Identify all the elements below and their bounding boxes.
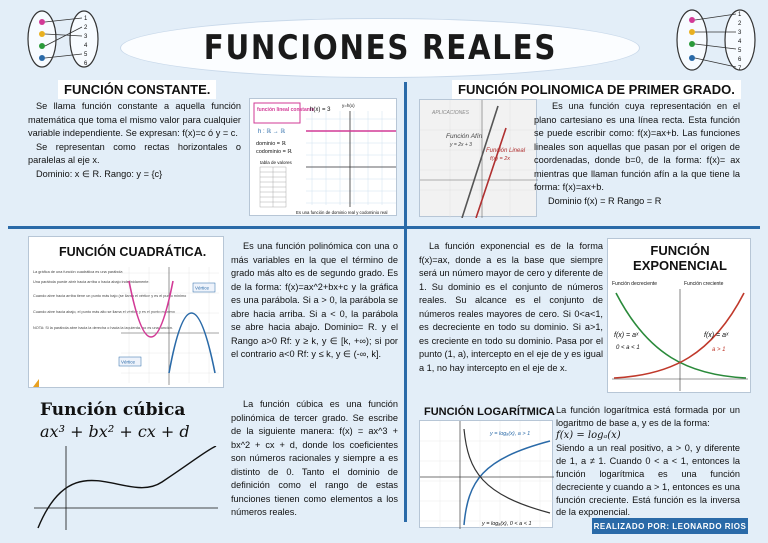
exponencial-eq-left: f(x) = aˣ [614, 332, 639, 339]
exponencial-text-1: La función exponencial es de la forma f(x)=ax, donde a es la base que siempre será un número mayor de cero y diferente de 1. Su dominio es el conjunto de números reales. Su alcance es el conjunto de números reales mayores de cero. Si 0<a<1, es decreciente en todo su dominio. Si a>1, es creciente en todo su dominio. Pasa por el punto (1, a), intercepto en el eje de y es igual a 1, no hay intercepto en el eje de x. [419, 241, 603, 373]
constante-text-3: Dominio: x ∈ R. Rango: y = {c} [36, 168, 163, 179]
logaritmica-heading: FUNCIÓN LOGARÍTMICA [424, 406, 555, 418]
exponencial-heading-line2: EXPONENCIAL [633, 258, 727, 273]
exponencial-cond-left: 0 < a < 1 [616, 345, 640, 351]
cubica-heading: Función cúbica [40, 400, 186, 420]
constante-fig-table-title: tabla de valores [260, 160, 292, 165]
logaritmica-fig-eq-top: y = logₐ(x), a > 1 [490, 431, 531, 437]
constante-fig-cod: codominio = ℝ [256, 149, 292, 155]
sets-diagram-right-icon [672, 4, 762, 76]
primer-grado-text-2: Dominio f(x) = R Rango = R [548, 195, 662, 206]
logaritmica-text [556, 404, 740, 519]
cubica-text [231, 398, 398, 520]
exponencial-cond-right: a > 1 [712, 347, 726, 353]
constante-fig-map: h : ℝ → ℝ [258, 129, 286, 135]
exponencial-figure [607, 238, 751, 393]
cubica-graph [34, 446, 218, 530]
cuadratica-fig-text-5: NOTA: Si la parábola abre hacia la derecha o hacia la izquierda, no es una función. [33, 326, 174, 330]
exponencial-heading-line1: FUNCIÓN [650, 243, 710, 258]
primer-grado-figure [419, 99, 537, 217]
logaritmica-text-body: Siendo a un real positivo, a > 0, y diferente de 1, a ≠ 1. Cuando 0 < a < 1, entonces la función logarítmica es una función decreciente y cuando a > 1, entonces es una función creciente. Está función es la inversa de la exponencial. [556, 443, 740, 518]
constante-fig-axis-y: y=h(x) [342, 103, 355, 108]
constante-fig-box-title: función lineal constante [257, 107, 315, 113]
primer-grado-fig-eq-lineal: f(x) = 2x [490, 156, 511, 162]
cuadratica-heading: FUNCIÓN CUADRÁTICA. [59, 245, 207, 259]
svg-text:4: 4 [84, 43, 88, 49]
constante-text-1: Se llama función constante a aquella función matemática que toma el mismo valor para cualquier variable independiente. Se expresan: f(x)=c ó y = c. [28, 101, 241, 138]
cubica-formula: ax³ + bx² + cx + d [40, 422, 190, 441]
cuadratica-fig-text-1: La gráfica de una función cuadrática es una parábola [33, 270, 123, 274]
svg-text:5: 5 [738, 48, 742, 54]
divider-horizontal [8, 226, 760, 229]
cuadratica-figure [28, 236, 224, 388]
svg-text:6: 6 [738, 57, 742, 63]
svg-text:7: 7 [738, 66, 742, 72]
svg-text:5: 5 [84, 52, 88, 58]
cubica-text-1: La función cúbica es una función polinómica de tercer grado. Se escribe de la siguiente manera: f(x) = ax^3 + bx^2 + cx + d, donde los coeficientes son números racionales y siempre a es distinto de 0. Tanto el dominio de definición como el rango de estas funciones tienen como elementos a los números reales. [231, 399, 398, 517]
primer-grado-fig-label-afin: Función Afín [446, 133, 483, 140]
svg-text:6: 6 [84, 61, 88, 67]
svg-text:4: 4 [738, 39, 742, 45]
svg-text:1: 1 [84, 16, 88, 22]
logaritmica-figure [419, 420, 553, 528]
exponencial-label-dec: Función decreciente [612, 281, 658, 287]
exponencial-text [419, 240, 603, 375]
cuadratica-text-1: Es una función polinómica con una o más variables en la que el término de grado más alto es de segundo grado. Es de la forma: f(x)=ax^2+bx+c y la gráfica es una parábola. Si a > 0, la parábola se abre hacia arriba. Si a < 0, la parábola se abre hacia abajo. Dominio= R. y el Rango a>0 Rf: y ≥ k, y ∈ [k, +∞); si por el contrario a<0 Rf: y ≤ k, y ∈ (-∞, k]. [231, 241, 398, 359]
cuadratica-fig-text-4: Cuando abre hacia abajo, el punto más alto se llama el vértice y es el punto máximo [33, 310, 175, 314]
constante-fig-dom: dominio = ℝ [256, 141, 286, 147]
cuadratica-fig-vertice-1: Vértice [121, 359, 136, 365]
constante-heading: FUNCIÓN CONSTANTE. [58, 80, 216, 99]
primer-grado-text [534, 100, 740, 208]
title-banner [120, 18, 640, 78]
exponencial-label-cre: Función creciente [684, 281, 724, 287]
primer-grado-text-1: Es una función cuya representación en el plano cartesiano es una línea recta. Esta función se puede escribir como: f(x)=ax+b. Las funciones lineales son aquellas que pasan por el origen de coordenadas, donde b=0, de la forma: f(x)= ax mientras que llaman función afín a la que tiene la forma: f(x)=ax+b. [534, 101, 740, 192]
constante-figure [249, 98, 397, 216]
divider-vertical [404, 82, 407, 522]
primer-grado-fig-label-top: APLICACIONES [432, 110, 469, 116]
svg-text:3: 3 [738, 30, 742, 36]
footer-credit: REALIZADO POR: LEONARDO RIOS [592, 518, 748, 534]
cuadratica-text [231, 240, 398, 362]
primer-grado-heading: FUNCIÓN POLINOMICA DE PRIMER GRADO. [452, 80, 741, 99]
logaritmica-fig-eq-bottom: y = logₐ(x), 0 < a < 1 [482, 521, 532, 527]
primer-grado-fig-eq-afin: y = 2x + 3 [450, 142, 472, 148]
cuadratica-fig-text-2: Una parábola puede abrir hacia arriba o hacia abajo indefinidamente. [33, 280, 150, 284]
svg-text:1: 1 [738, 12, 742, 18]
page-title: FUNCIONES REALES [203, 28, 557, 68]
exponencial-eq-right: f(x) = aˣ [704, 332, 729, 339]
constante-text-2: Se representan como rectas horizontales o paralelas al eje x. [28, 141, 241, 165]
svg-text:2: 2 [84, 25, 88, 31]
primer-grado-fig-label-lineal: Función Lineal [486, 148, 526, 154]
sets-diagram-left-icon [22, 6, 104, 72]
constante-fig-eq: h(x) = 3 [310, 107, 331, 113]
constante-text [28, 100, 241, 181]
svg-text:3: 3 [84, 34, 88, 40]
constante-fig-caption: Es una función de dominio real y codominio real [296, 210, 388, 215]
logaritmica-text-intro: La función logarítmica está formada por un logaritmo de base a, y es de la forma: [556, 405, 740, 428]
cuadratica-fig-vertice-2: Vértice [195, 285, 210, 291]
svg-text:2: 2 [738, 21, 742, 27]
cuadratica-fig-text-3: Cuando abre hacia arriba tiene un punto más bajo (se llama el vértice y es el punto mínimo [33, 294, 187, 298]
exponencial-heading [608, 243, 752, 273]
logaritmica-formula: f(x) = logₐ(x) [556, 429, 621, 441]
